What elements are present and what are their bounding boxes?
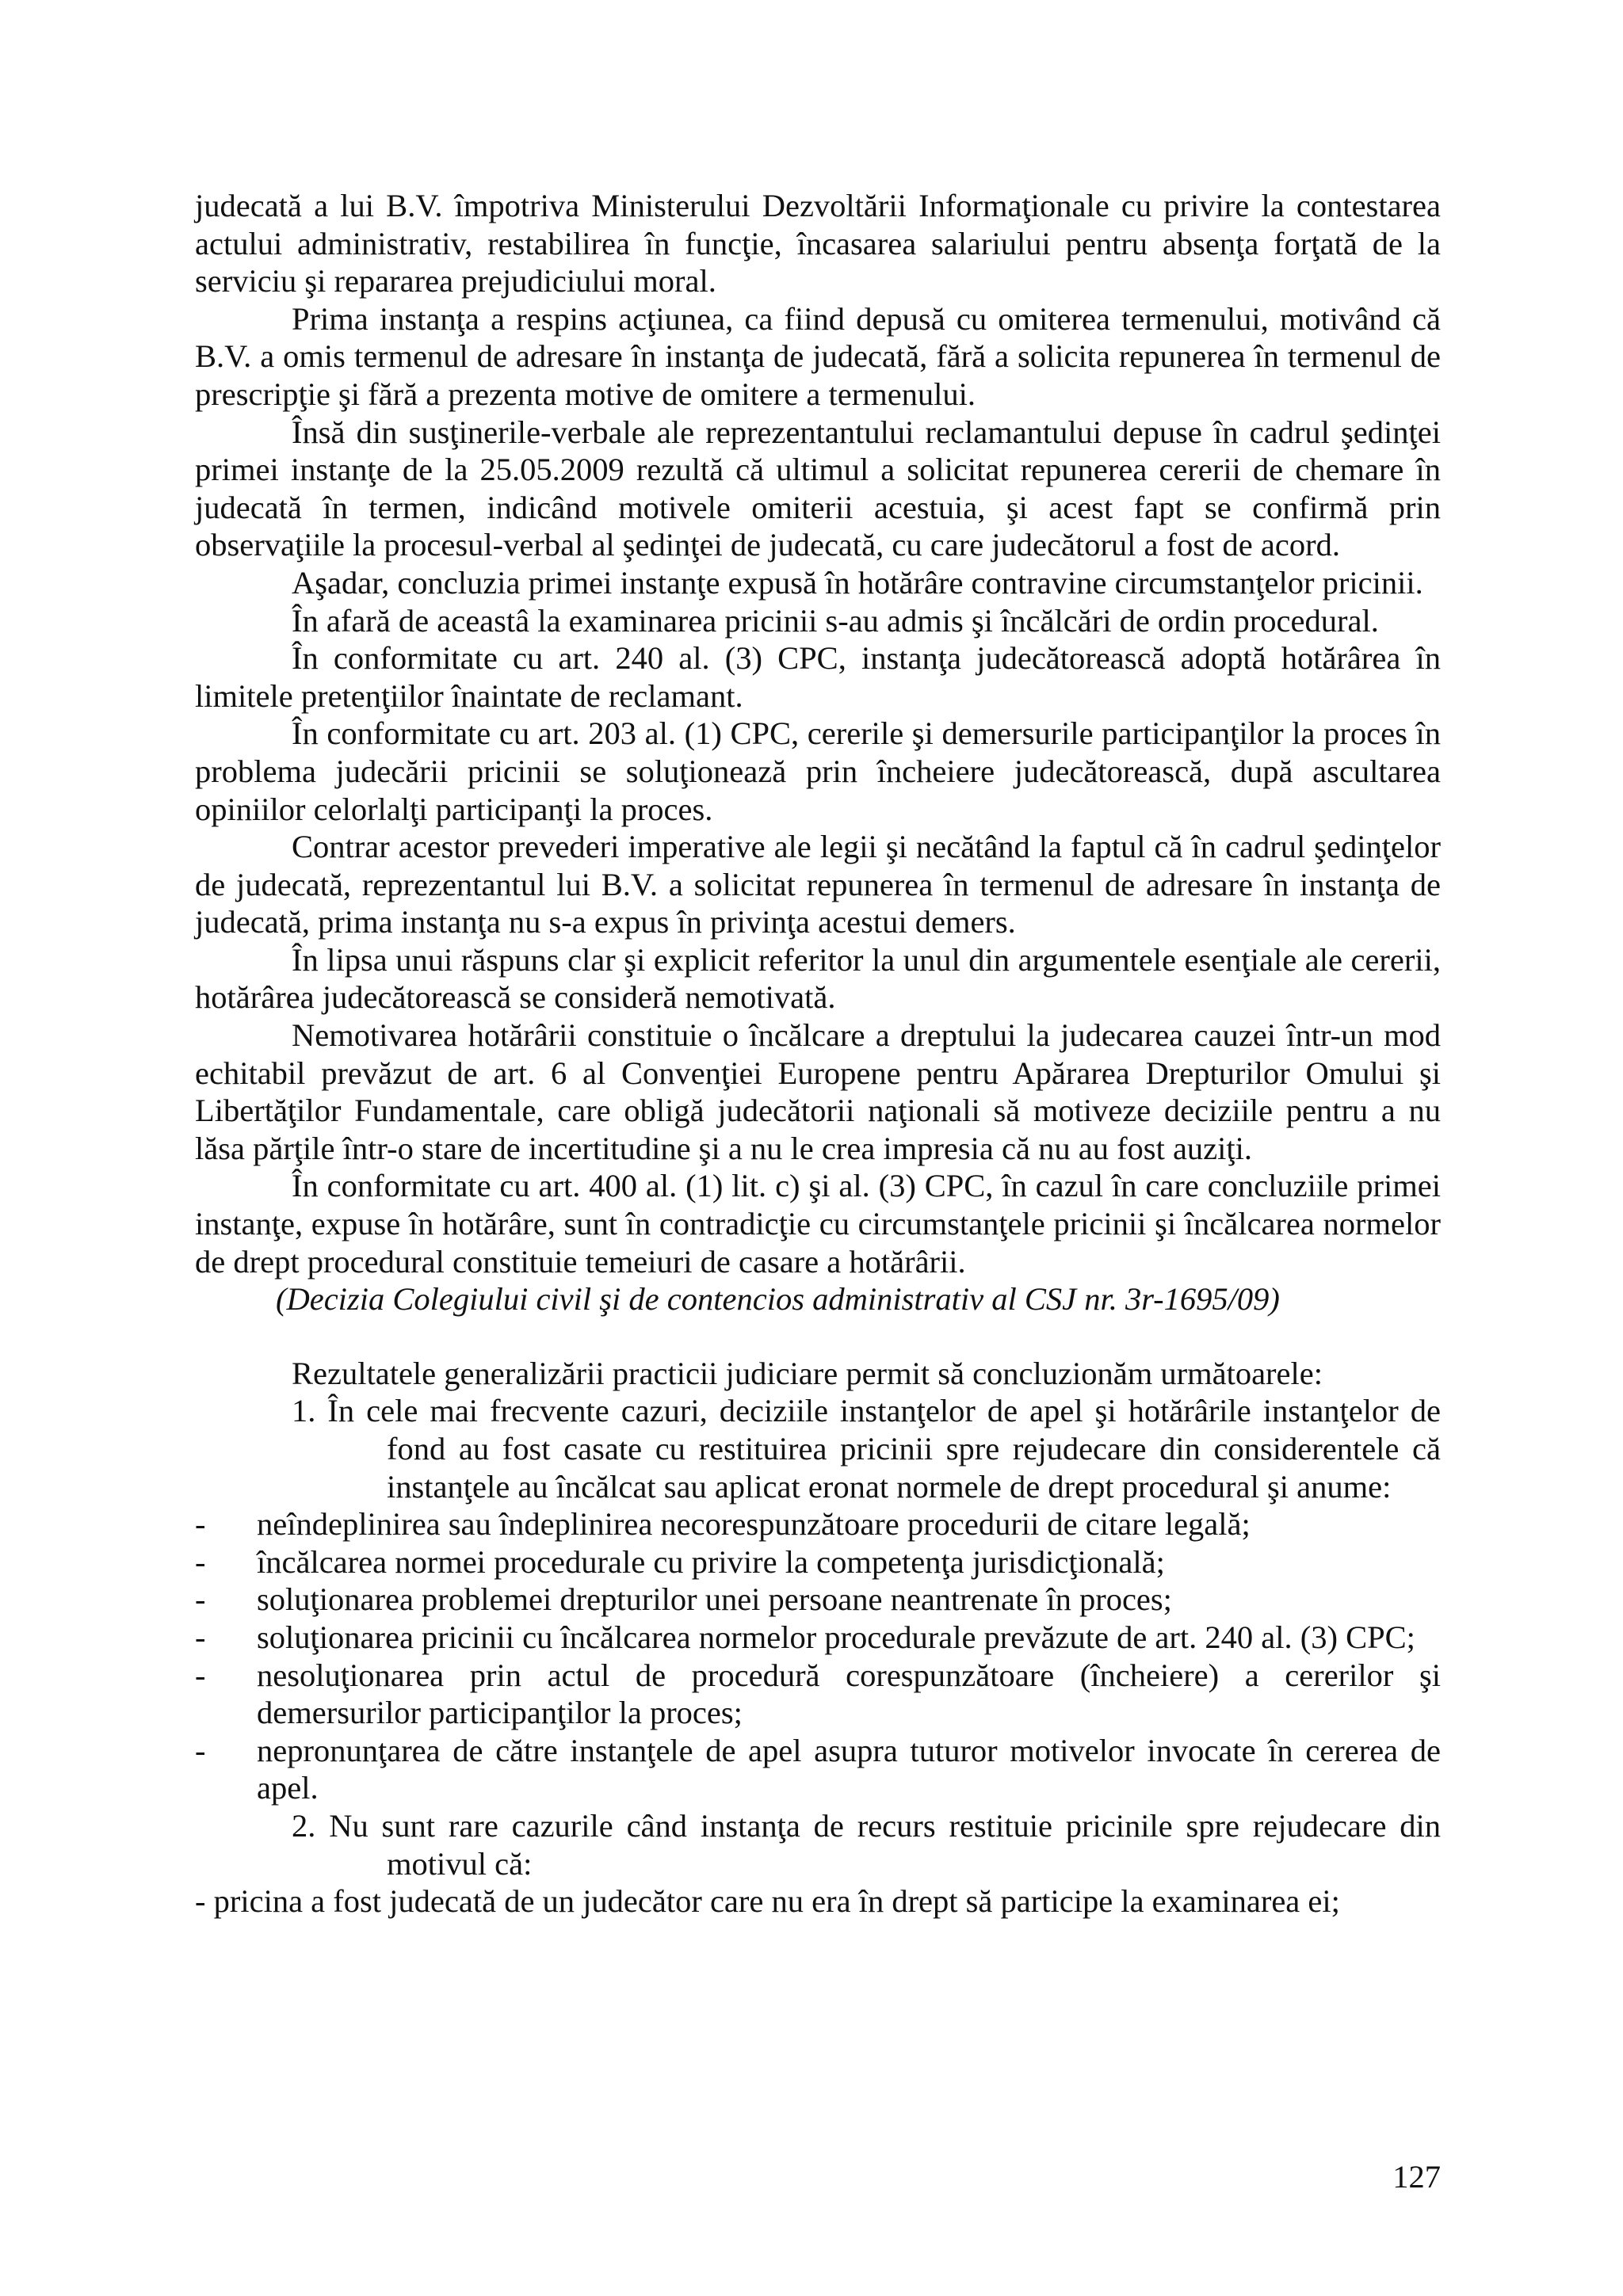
document-page (195, 187, 1441, 1920)
final-item: - pricina a fost judecată de un judecător care nu era în drept să participe la examinarea ei; (195, 1883, 1340, 1920)
item-number: 2. (292, 1807, 316, 1844)
paragraph-8: Contrar acestor prevederi imperative ale legii şi necătând la faptul că în cadrul şedinţelor de judecată, reprezentantul lui B.V. a solicitat repunerea în termenul de adresare în instanţa de judecată, prima instanţa nu s-a expus în privinţa acestui demers. (195, 829, 1441, 940)
numbered-item-1 (195, 1392, 1441, 1505)
paragraph-4: Aşadar, concluzia primei instanţe expusă în hotărâre contravine circumstanţelor pricinii. (292, 564, 1423, 601)
paragraph-6: În conformitate cu art. 240 al. (3) CPC, instanţa judecătorească adoptă hotărârea în limitele pretenţiilor înaintate de reclamant. (195, 640, 1441, 714)
paragraph-5: În afară de aceastâ la examinarea pricinii s-au admis şi încălcări de ordin procedural. (292, 602, 1379, 639)
paragraph-3: Însă din susţinerile-verbale ale reprezentantului reclamantului depuse în cadrul şedinţei primei instanţe de la 25.05.2009 rezultă că ultimul a solicitat repunerea cererii de chemare în judecată în termen, indicând motivele omiterii acestuia, şi acest fapt se confirmă prin observaţiile la procesul-verbal al şedinţei de judecată, cu care judecătorul a fost de acord. (195, 414, 1441, 563)
numbered-item-2 (195, 1807, 1441, 1882)
section-spacer (195, 1318, 1441, 1355)
list-item: - soluţionarea pricinii cu încălcarea normelor procedurale prevăzute de art. 240 al. (3) CPC; (195, 1619, 1415, 1655)
item-text: Nu sunt rare cazurile când instanţa de recurs restituie pricinile spre rejudecare din motivul că: (329, 1807, 1441, 1882)
list-item: - soluţionarea problemei drepturilor unei persoane neantrenate în proces; (195, 1581, 1172, 1618)
paragraph-10: Nemotivarea hotărârii constituie o încălcare a dreptului la judecarea cauzei într-un mod echitabil prevăzut de art. 6 al Convenţiei Europene pentru Apărarea Drepturilor Omului şi Libertăţilor Fundamentale, care obligă judecătorii naţionali să motiveze deciziile pentru a nu lăsa părţile într-o stare de incertitudine şi a nu le crea impresia că nu au fost auziţi. (195, 1017, 1441, 1166)
item-text: În cele mai frecvente cazuri, deciziile instanţelor de apel şi hotărârile instanţelor de fond au fost casate cu restituirea pricinii spre rejudecare din considerentele că instanţele au încălcat sau aplicat eronat normele de drept procedural şi anume: (327, 1393, 1441, 1505)
citation: (Decizia Colegiului civil şi de contencios administrativ al CSJ nr. 3r-1695/09) (276, 1281, 1280, 1318)
list-item: - neîndeplinirea sau îndeplinirea necorespunzătoare procedurii de citare legală; (195, 1506, 1251, 1543)
dash-list (195, 1505, 1441, 1807)
paragraph-7: În conformitate cu art. 203 al. (1) CPC, cererile şi demersurile participanţilor la proces în problema judecării pricinii se soluţionează prin încheiere judecătorească, după ascultarea opiniilor celorlalţi participanţi la proces. (195, 715, 1441, 827)
paragraph-1: judecată a lui B.V. împotriva Ministerului Dezvoltării Informaţionale cu privire la contestarea actului administrativ, restabilirea în funcţie, încasarea salariului pentru absenţa forţată de la serviciu şi repararea prejudiciului moral. (195, 188, 1441, 299)
paragraph-11: În conformitate cu art. 400 al. (1) lit. c) şi al. (3) CPC, în cazul în care concluziile primei instanţe, expuse în hotărâre, sunt în contradicţie cu circumstanţele pricinii şi încălcarea normelor de drept procedural constituie temeiuri de casare a hotărârii. (195, 1168, 1441, 1280)
list-item: - încălcarea normei procedurale cu privire la competenţa jurisdicţională; (195, 1543, 1165, 1580)
page-number: 127 (1392, 2159, 1441, 2195)
list-item: - nesoluţionarea prin actul de procedură corespunzătoare (încheiere) a cererilor şi demersurilor participanţilor la proces; (195, 1657, 1441, 1731)
paragraph-2: Prima instanţa a respins acţiunea, ca fiind depusă cu omiterea termenului, motivând că B.V. a omis termenul de adresare în instanţa de judecată, fără a solicita repunerea în termenul de prescripţie şi fără a prezenta motive de omitere a termenului. (195, 300, 1441, 412)
item-number: 1. (292, 1393, 316, 1429)
list-item: - nepronunţarea de către instanţele de apel asupra tuturor motivelor invocate în cererea de apel. (195, 1732, 1441, 1806)
paragraph-9: În lipsa unui răspuns clar şi explicit referitor la unul din argumentele esenţiale ale cererii, hotărârea judecătorească se consideră nemotivată. (195, 941, 1441, 1016)
conclusions-intro: Rezultatele generalizării practicii judiciare permit să concluzionăm următoarele: (292, 1355, 1323, 1391)
